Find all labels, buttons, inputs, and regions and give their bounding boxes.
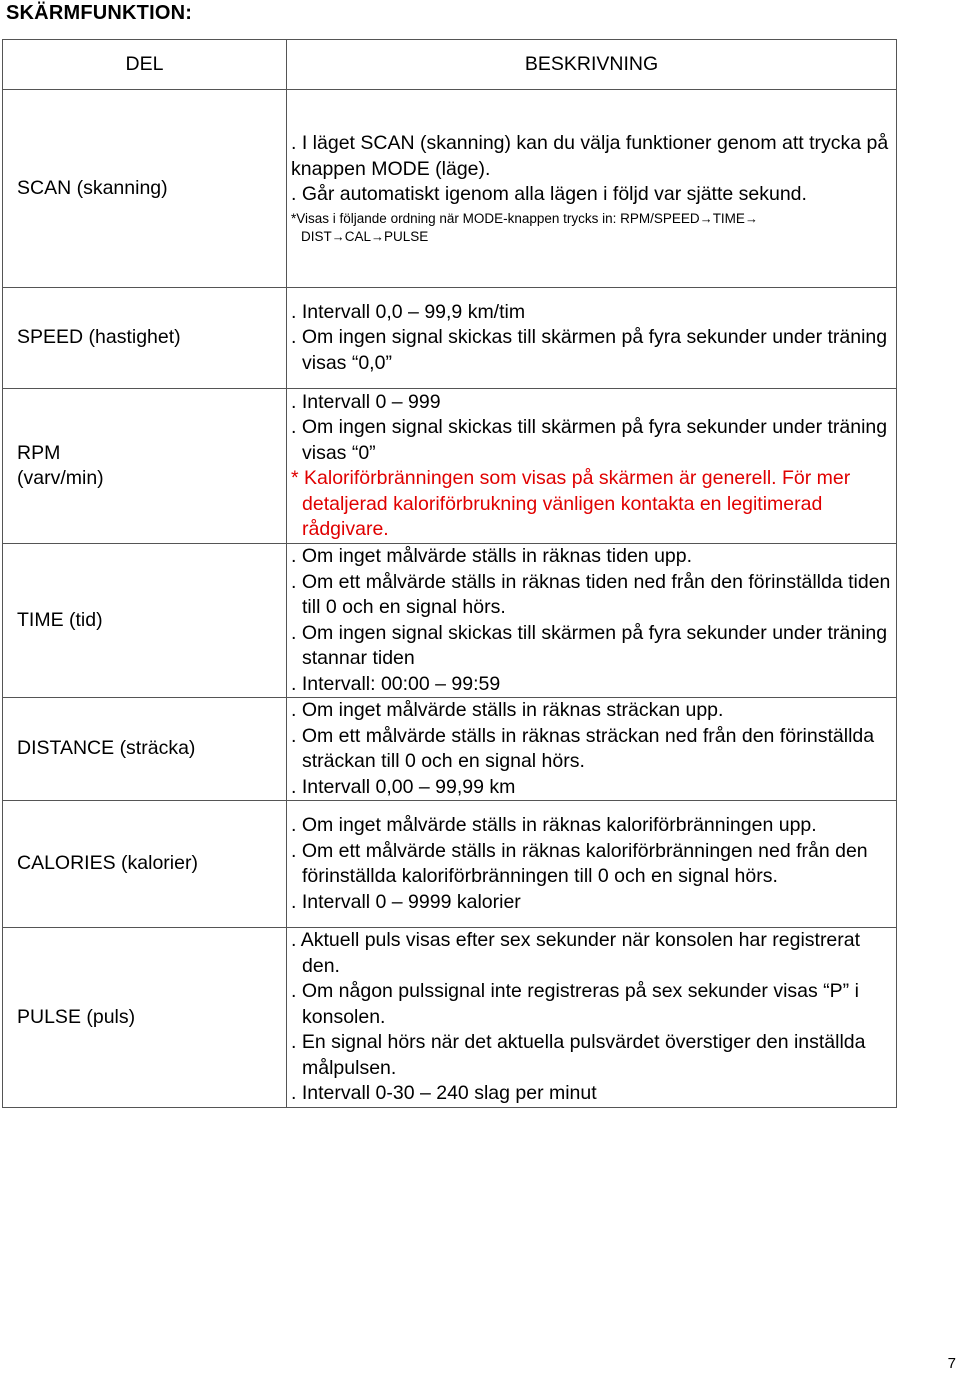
display-function-table (2, 39, 897, 1108)
scan-order-note: *Visas i följande ordning när MODE-knappen trycks in: RPM/SPEED→TIME→ DIST→CAL→PULSE (291, 210, 758, 244)
desc-time (287, 544, 897, 698)
part-pulse: PULSE (puls) (3, 928, 287, 1108)
desc-pulse (287, 928, 897, 1108)
part-speed: SPEED (hastighet) (3, 288, 287, 389)
table-row-pulse (3, 928, 897, 1108)
page-heading: SKÄRMFUNKTION: (6, 2, 193, 24)
table-header-row (3, 40, 897, 90)
table-row-calories (3, 801, 897, 928)
header-description: BESKRIVNING (287, 40, 897, 90)
pulse-line-4: . Intervall 0-30 – 240 slag per minut (291, 1082, 597, 1104)
header-part: DEL (3, 40, 287, 90)
pulse-line-1: . Aktuell puls visas efter sex sekunder när konsolen har registrerat den. (291, 929, 861, 977)
time-line-1: . Om inget målvärde ställs in räknas tiden upp. (291, 545, 693, 567)
distance-line-1: . Om inget målvärde ställs in räknas sträckan upp. (291, 699, 724, 721)
table-row-speed (3, 288, 897, 389)
calories-line-2: . Om ett målvärde ställs in räknas kaloriförbränningen ned från den förinställda kaloriförbränningen till 0 och en signal hörs. (291, 839, 868, 887)
table-row-rpm (3, 389, 897, 544)
rpm-line-1: . Intervall 0 – 999 (291, 390, 441, 413)
desc-calories (287, 801, 897, 928)
part-distance: DISTANCE (sträcka) (3, 698, 287, 801)
time-line-2: . Om ett målvärde ställs in räknas tiden ned från den förinställda tiden till 0 och en signal hörs. (291, 570, 891, 618)
desc-scan (287, 90, 897, 288)
pulse-line-3: . En signal hörs när det aktuella pulsvärdet överstiger den inställda målpulsen. (291, 1031, 866, 1079)
rpm-line-2: . Om ingen signal skickas till skärmen på fyra sekunder under träning visas “0” (291, 416, 888, 464)
part-time: TIME (tid) (3, 544, 287, 698)
scan-line-1: . I läget SCAN (skanning) kan du välja funktioner genom att trycka på knappen MODE (läge). (291, 132, 889, 180)
pulse-line-2: . Om någon pulssignal inte registreras på sex sekunder visas “P” i konsolen. (291, 980, 859, 1028)
part-calories: CALORIES (kalorier) (3, 801, 287, 928)
part-rpm: RPM (varv/min) (3, 389, 287, 544)
scan-line-2: . Går automatiskt igenom alla lägen i följd var sjätte sekund. (291, 183, 807, 206)
time-line-4: . Intervall: 00:00 – 99:59 (291, 672, 501, 695)
calorie-disclaimer: * Kaloriförbränningen som visas på skärmen är generell. För mer detaljerad kaloriförbrukning vänligen kontakta en legitimerad rådgivare. (291, 467, 851, 540)
part-scan: SCAN (skanning) (3, 90, 287, 288)
speed-line-2: . Om ingen signal skickas till skärmen på fyra sekunder under träning visas “0,0” (291, 326, 888, 374)
distance-line-3: . Intervall 0,00 – 99,99 km (291, 775, 516, 798)
calories-line-3: . Intervall 0 – 9999 kalorier (291, 890, 521, 913)
arrow-icon: → (744, 210, 758, 226)
desc-rpm (287, 389, 897, 544)
desc-speed (287, 288, 897, 389)
arrow-icon: → (699, 210, 713, 226)
arrow-icon: → (371, 228, 385, 244)
speed-line-1: . Intervall 0,0 – 99,9 km/tim (291, 300, 526, 323)
table-row-time (3, 544, 897, 698)
table-row-distance (3, 698, 897, 801)
distance-line-2: . Om ett målvärde ställs in räknas sträckan ned från den förinställda sträckan till 0 och en signal hörs. (291, 724, 875, 772)
desc-distance (287, 698, 897, 801)
table-row-scan (3, 90, 897, 288)
arrow-icon: → (331, 228, 345, 244)
calories-line-1: . Om inget målvärde ställs in räknas kaloriförbränningen upp. (291, 814, 817, 836)
time-line-3: . Om ingen signal skickas till skärmen på fyra sekunder under träning stannar tiden (291, 621, 888, 669)
page-number: 7 (947, 1355, 956, 1372)
